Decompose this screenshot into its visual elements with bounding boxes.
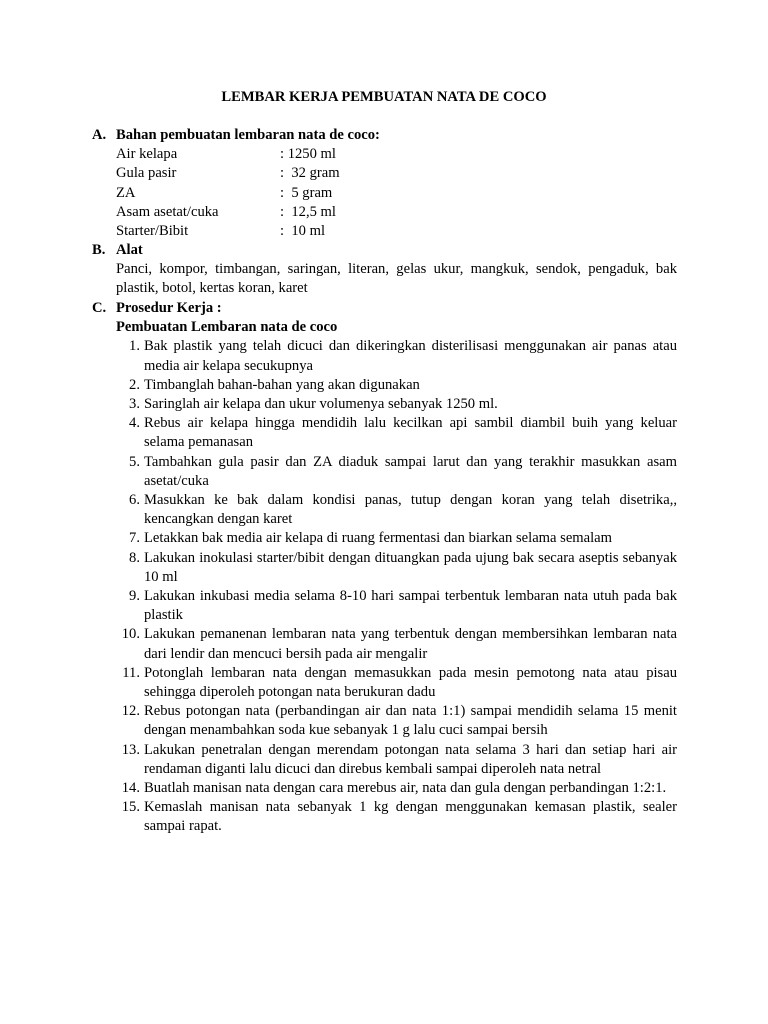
step-number: 6. xyxy=(129,492,140,508)
step-text: Lakukan inkubasi media selama 8-10 hari sampai terbentuk lembaran nata utuh pada bak plastik xyxy=(144,588,677,624)
step-number: 2. xyxy=(129,376,140,393)
procedure-step xyxy=(116,529,677,548)
procedure-step xyxy=(116,376,677,395)
material-amount: : 12,5 ml xyxy=(280,203,336,220)
step-number: 12. xyxy=(121,703,140,720)
procedure-step xyxy=(116,395,677,414)
step-text: Lakukan penetralan dengan merendam potongan nata selama 3 hari dan setiap hari air rendaman diganti lalu dicuci dan direbus kembali sampai diperoleh nata netral xyxy=(144,741,677,777)
material-amount: : 1250 ml xyxy=(280,146,336,163)
step-number: 11. xyxy=(122,664,140,681)
section-letter: B. xyxy=(92,242,106,258)
material-row xyxy=(116,184,677,203)
procedure-subheading: Pembuatan Lembaran nata de coco xyxy=(116,319,338,336)
material-amount: : 32 gram xyxy=(280,165,340,182)
procedure-step xyxy=(116,741,677,779)
material-amount: : 10 ml xyxy=(280,222,325,239)
step-number: 14. xyxy=(121,780,140,797)
step-number: 10. xyxy=(121,626,140,643)
section-title: Bahan pembuatan lembaran nata de coco: xyxy=(116,127,380,143)
step-number: 15. xyxy=(121,799,140,816)
step-text: Rebus potongan nata (perbandingan air dan nata 1:1) sampai mendidih selama 15 menit dengan menambahkan soda kue sebanyak 1 g lalu cuci sampai bersih xyxy=(144,703,677,739)
material-row xyxy=(116,145,677,164)
section-procedure xyxy=(92,299,677,837)
procedure-step xyxy=(116,587,677,625)
material-name: Gula pasir xyxy=(116,165,177,182)
procedure-steps xyxy=(116,337,677,836)
procedure-step xyxy=(116,453,677,491)
step-text: Lakukan inokulasi starter/bibit dengan dituangkan pada ujung bak secara aseptis sebanyak 10 ml xyxy=(144,549,677,585)
step-number: 4. xyxy=(129,415,140,432)
section-letter: C. xyxy=(92,300,107,316)
material-amount: : 5 gram xyxy=(280,184,333,201)
step-text: Timbanglah bahan-bahan yang akan digunakan xyxy=(144,376,420,393)
step-text: Rebus air kelapa hingga mendidih lalu kecilkan api sambil diambil buih yang keluar selama pemanasan xyxy=(144,415,677,451)
section-tools-heading xyxy=(92,241,677,260)
procedure-step xyxy=(116,798,677,836)
step-number: 13. xyxy=(121,741,140,758)
procedure-step xyxy=(116,702,677,740)
step-text: Potonglah lembaran nata dengan memasukkan pada mesin pemotong nata atau pisau sehingga diperoleh potongan nata berukuran dadu xyxy=(144,664,677,701)
step-text: Tambahkan gula pasir dan ZA diaduk sampai larut dan yang terakhir masukkan asam asetat/cuka xyxy=(144,453,677,489)
procedure-step xyxy=(116,664,677,702)
step-text: Buatlah manisan nata dengan cara merebus air, nata dan gula dengan perbandingan 1:2:1. xyxy=(144,780,667,797)
material-row xyxy=(116,203,677,222)
material-name: Starter/Bibit xyxy=(116,222,189,239)
section-letter: A. xyxy=(92,127,107,143)
section-title: Alat xyxy=(116,242,143,258)
material-name: ZA xyxy=(116,184,136,201)
step-text: Masukkan ke bak dalam kondisi panas, tutup dengan koran yang telah disetrika,, kencangkan dengan karet xyxy=(144,492,677,528)
step-text: Saringlah air kelapa dan ukur volumenya sebanyak 1250 ml. xyxy=(144,395,498,412)
step-number: 3. xyxy=(129,395,140,412)
step-text: Kemaslah manisan nata sebanyak 1 kg dengan menggunakan kemasan plastik, sealer sampai rapat. xyxy=(144,799,677,835)
step-number: 8. xyxy=(129,549,140,566)
step-number: 1. xyxy=(129,338,140,355)
procedure-step xyxy=(116,414,677,452)
section-tools xyxy=(92,241,677,299)
material-row xyxy=(116,222,677,241)
material-row xyxy=(116,164,677,183)
section-procedure-heading xyxy=(92,299,677,318)
step-number: 5. xyxy=(129,453,140,470)
step-number: 7. xyxy=(129,530,140,547)
procedure-step xyxy=(116,779,677,798)
procedure-step xyxy=(116,491,677,529)
step-text: Bak plastik yang telah dicuci dan dikeringkan disterilisasi menggunakan air panas atau media air kelapa secukupnya xyxy=(144,338,677,374)
material-name: Asam asetat/cuka xyxy=(116,203,219,220)
procedure-step xyxy=(116,625,677,663)
step-number: 9. xyxy=(129,588,140,605)
section-materials-heading xyxy=(92,126,677,145)
section-title: Prosedur Kerja : xyxy=(116,300,222,316)
step-text: Lakukan pemanenan lembaran nata yang terbentuk dengan membersihkan lembaran nata dari lendir dan mencuci bersih pada air mengalir xyxy=(144,626,677,662)
tools-list: Panci, kompor, timbangan, saringan, literan, gelas ukur, mangkuk, sendok, pengaduk, bak plastik, botol, kertas koran, karet xyxy=(116,261,677,297)
section-materials xyxy=(92,126,677,241)
procedure-step xyxy=(116,549,677,587)
procedure-step xyxy=(116,337,677,375)
material-name: Air kelapa xyxy=(116,146,178,163)
document-title: LEMBAR KERJA PEMBUATAN NATA DE COCO xyxy=(221,89,547,105)
step-text: Letakkan bak media air kelapa di ruang fermentasi dan biarkan selama semalam xyxy=(144,530,613,547)
